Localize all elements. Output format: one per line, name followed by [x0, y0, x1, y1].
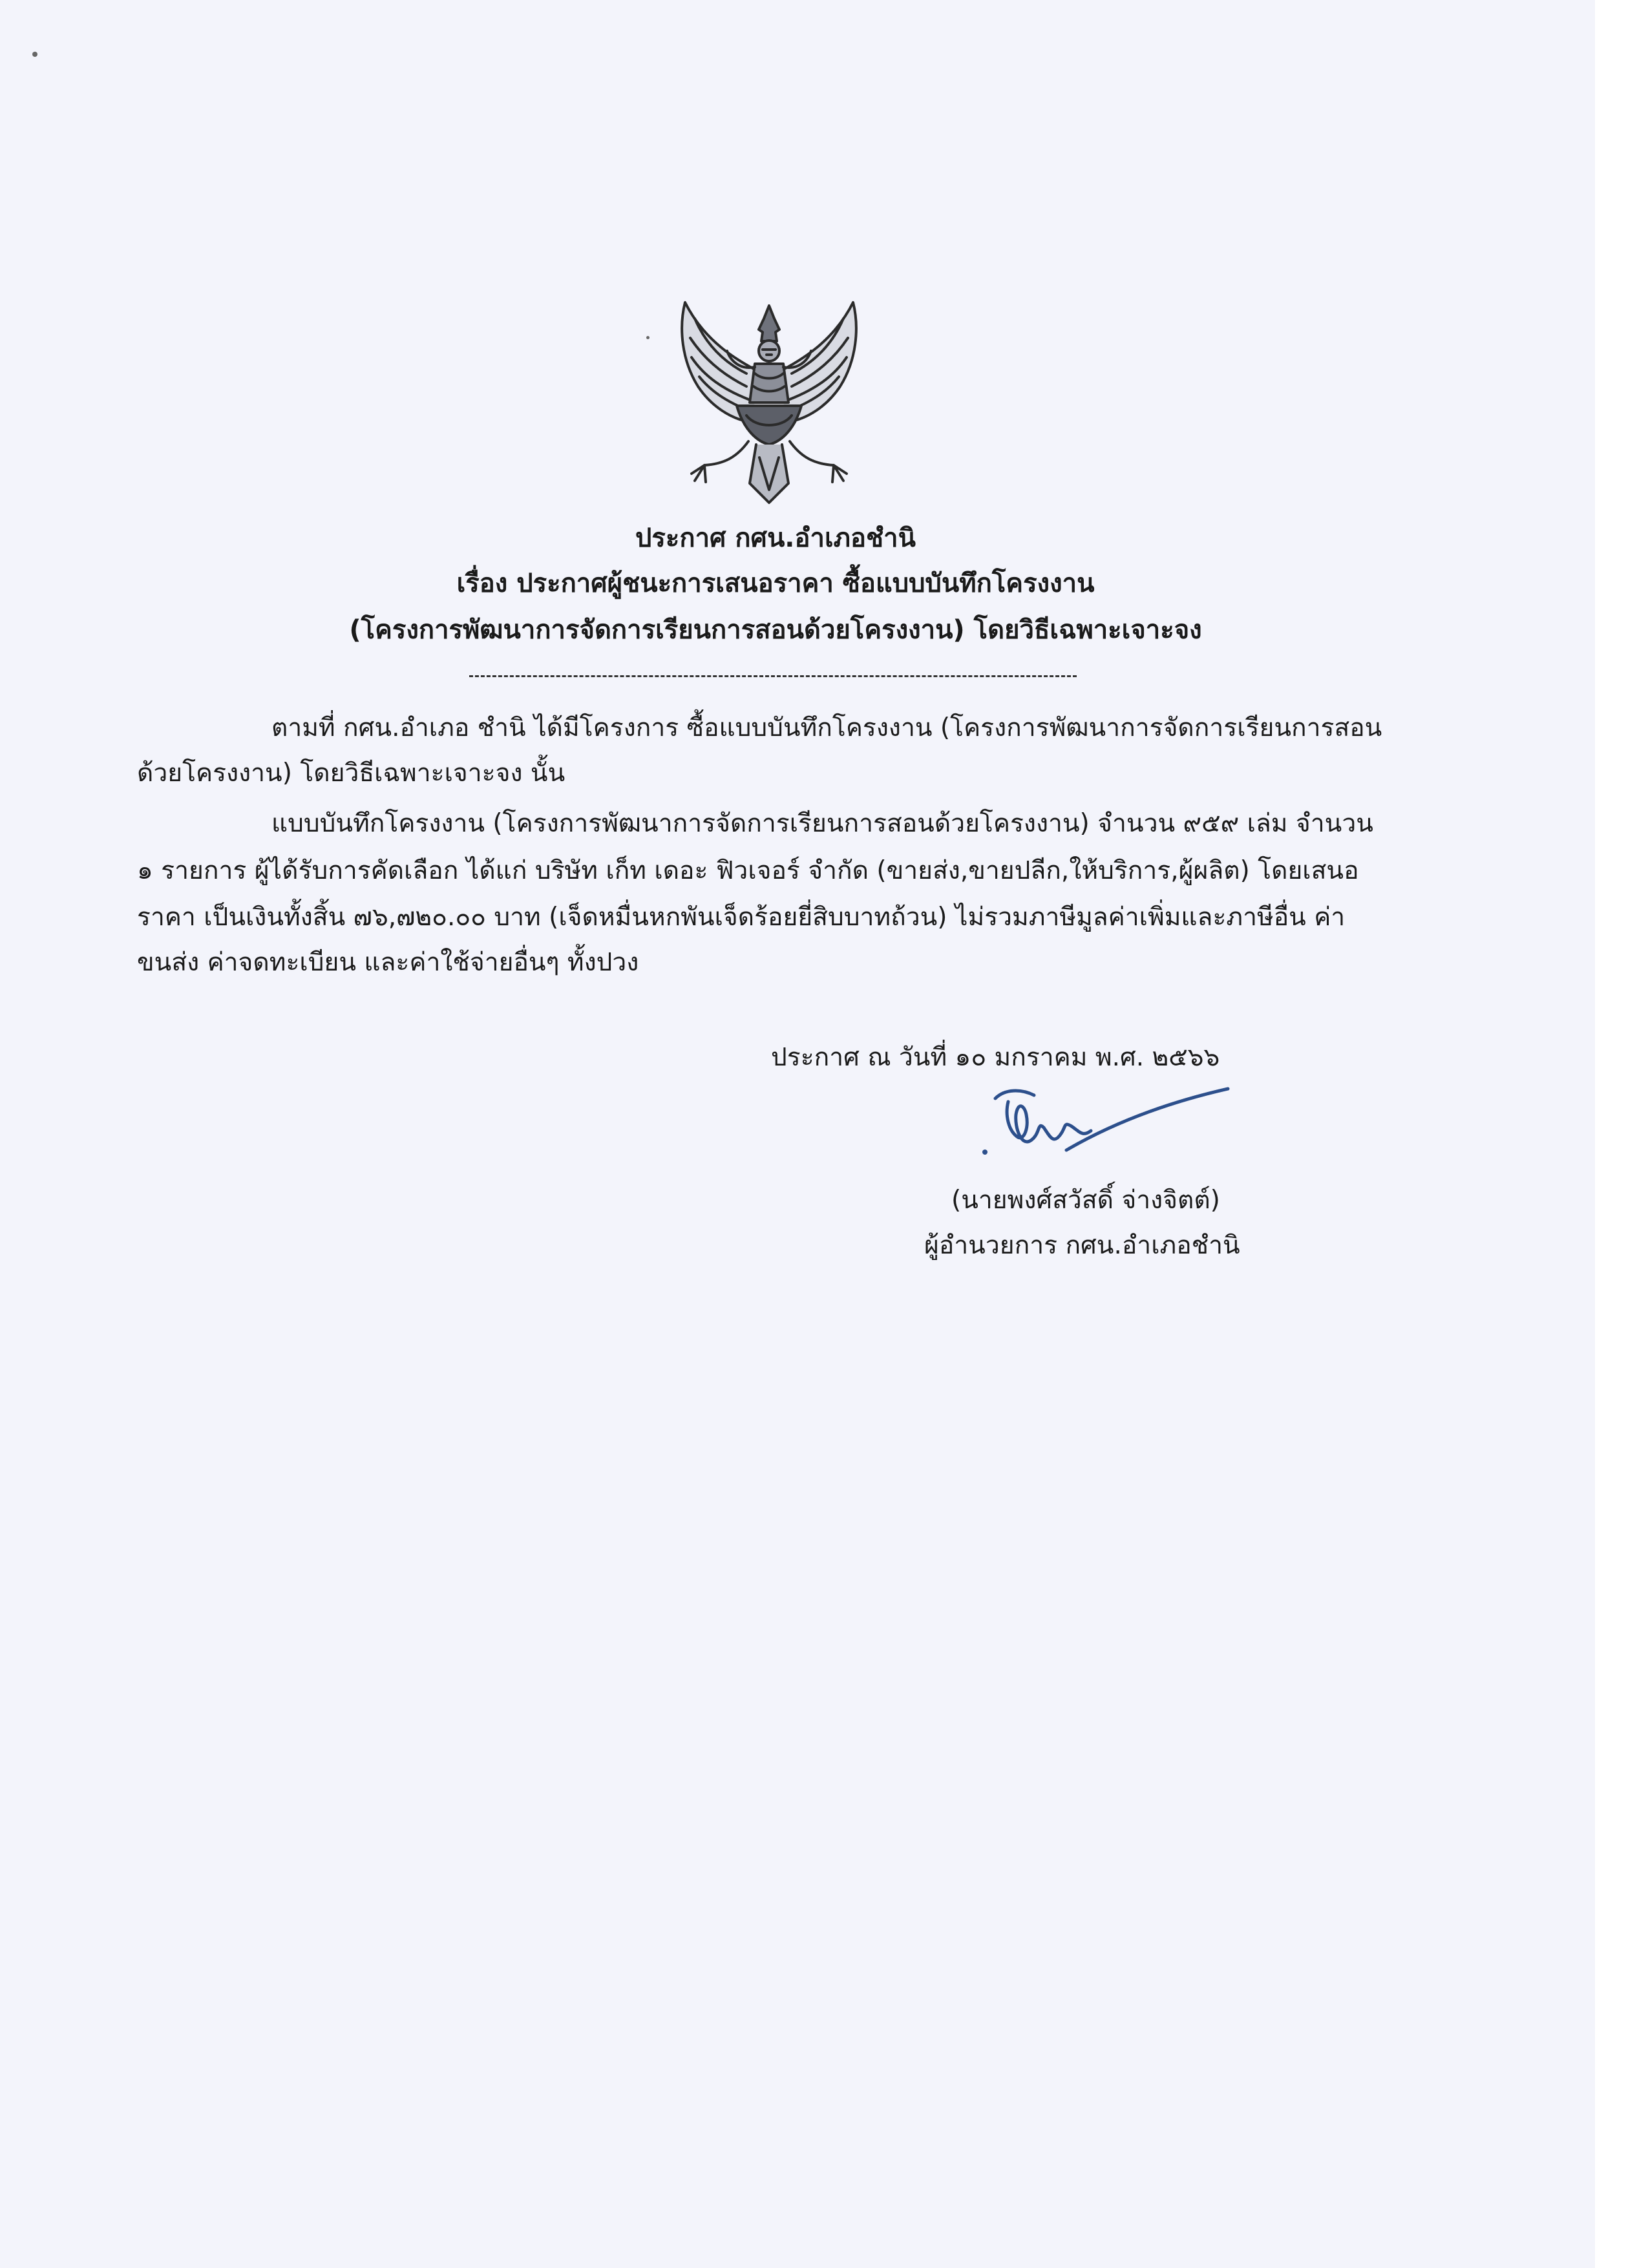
announcement-subject-continued: (โครงการพัฒนาการจัดการเรียนการสอนด้วยโครงงาน) โดยวิธีเฉพาะเจาะจง: [349, 615, 1202, 645]
signatory-title: ผู้อำนวยการ กศน.อำเภอชำนิ: [924, 1231, 1240, 1260]
paragraph-2-line-1: แบบบันทึกโครงงาน (โครงการพัฒนาการจัดการเรียนการสอนด้วยโครงงาน) จำนวน ๙๕๙ เล่ม จำนวน: [271, 809, 1373, 838]
scan-speck: [646, 336, 650, 339]
garuda-emblem: [666, 289, 872, 516]
scan-edge: [1595, 0, 1648, 2268]
separator-line: [469, 675, 1077, 677]
announcement-subject: เรื่อง ประกาศผู้ชนะการเสนอราคา ซื้อแบบบันทึกโครงงาน: [456, 569, 1095, 598]
announcement-date: ประกาศ ณ วันที่ ๑๐ มกราคม พ.ศ. ๒๕๖๖: [771, 1043, 1220, 1072]
paragraph-1-line-1: ตามที่ กศน.อำเภอ ชำนิ ได้มีโครงการ ซื้อแบบบันทึกโครงงาน (โครงการพัฒนาการจัดการเรียนการสอน: [271, 713, 1382, 742]
paragraph-1-line-2: ด้วยโครงงาน) โดยวิธีเฉพาะเจาะจง นั้น: [137, 759, 565, 788]
paragraph-2-line-4: ขนส่ง ค่าจดทะเบียน และค่าใช้จ่ายอื่นๆ ทั้งปวง: [137, 948, 639, 977]
scan-speck: [32, 52, 37, 57]
announcement-title: ประกาศ กศน.อำเภอชำนิ: [635, 523, 916, 553]
paragraph-2-line-2: ๑ รายการ ผู้ได้รับการคัดเลือก ได้แก่ บริษัท เก็ท เดอะ ฟิวเจอร์ จำกัด (ขายส่ง,ขายปลีก,ให้บริการ,ผู้ผลิต) โดยเสนอ: [137, 856, 1359, 885]
paragraph-2-line-3: ราคา เป็นเงินทั้งสิ้น ๗๖,๗๒๐.๐๐ บาท (เจ็ดหมื่นหกพันเจ็ดร้อยยี่สิบบาทถ้วน) ไม่รวมภาษีมูลค่าเพิ่มและภาษีอื่น ค่า: [137, 903, 1346, 932]
signatory-name: (นายพงศ์สวัสดิ์ จ่างจิตต์): [951, 1186, 1220, 1215]
handwritten-signature: [969, 1076, 1241, 1179]
